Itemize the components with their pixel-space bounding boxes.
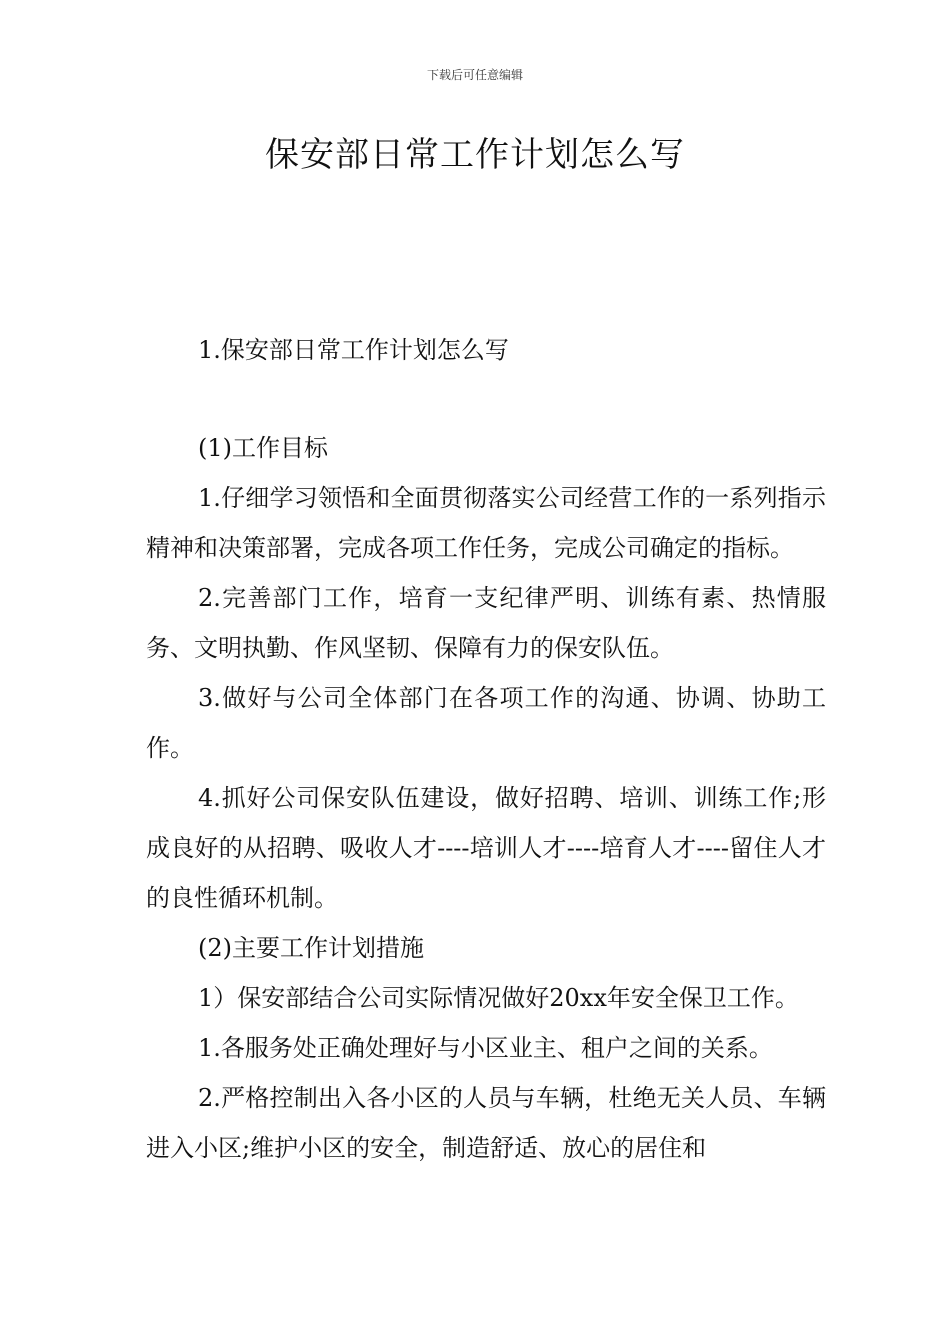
paragraph-measures-heading: (2)主要工作计划措施 [198,934,424,962]
paragraph-goal-2: 2.完善部门工作，培育一支纪律严明、训练有素、热情服务、文明执勤、作风坚韧、保障有力的保安队伍。 [146,584,826,662]
section-heading [146,325,826,375]
paragraph-measure-2: 2.严格控制出入各小区的人员与车辆，杜绝无关人员、车辆进入小区;维护小区的安全，制造舒适、放心的居住和 [146,1084,826,1162]
paragraph-section-1: 1.保安部日常工作计划怎么写 [198,336,509,364]
paragraph-goals-heading: (1)工作目标 [198,434,328,462]
document-title: 保安部日常工作计划怎么写 [265,135,685,175]
paragraph-goal-4: 4.抓好公司保安队伍建设，做好招聘、培训、训练工作;形成良好的从招聘、吸收人才----培训人才----培育人才----留住人才的良性循环机制。 [146,784,826,912]
document-body [146,423,826,1173]
paragraph-goal-1: 1.仔细学习领悟和全面贯彻落实公司经营工作的一系列指示精神和决策部署，完成各项工作任务，完成公司确定的指标。 [146,484,826,562]
paragraph-goal-3: 3.做好与公司全体部门在各项工作的沟通、协调、协助工作。 [146,684,826,762]
header-note: 下载后可任意编辑 [426,68,523,82]
paragraph-measure-1: 1.各服务处正确处理好与小区业主、租户之间的关系。 [198,1034,773,1062]
paragraph-measure-intro: 1）保安部结合公司实际情况做好20xx年安全保卫工作。 [198,984,799,1012]
